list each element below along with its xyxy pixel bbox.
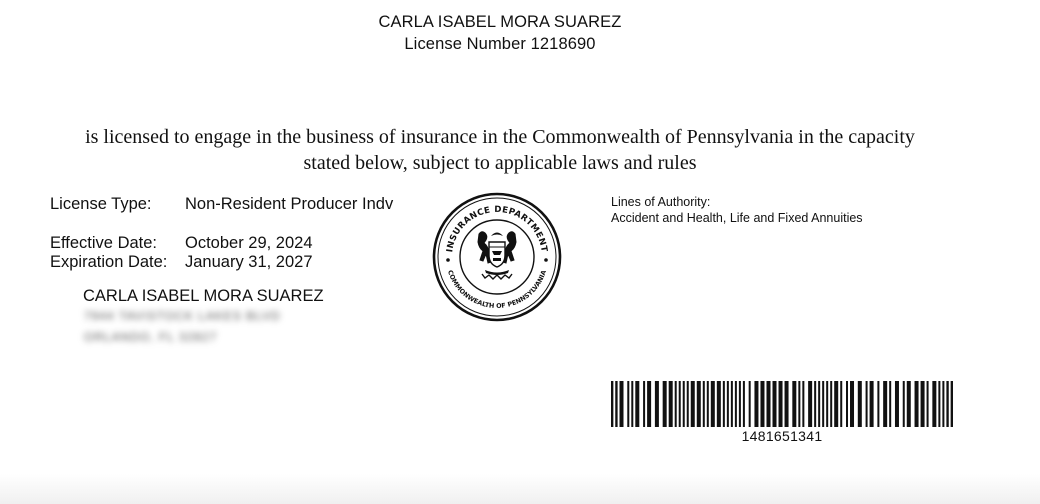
seal-top-text: INSURANCE DEPARTMENT: [445, 204, 549, 253]
barcode: [611, 381, 953, 427]
barcode-bar: [915, 381, 919, 427]
barcode-bar: [802, 381, 804, 427]
lines-of-authority-value: Accident and Health, Life and Fixed Annuities: [611, 211, 863, 225]
barcode-bar: [889, 381, 891, 427]
effective-date-label: Effective Date:: [50, 234, 158, 252]
barcode-bar: [615, 381, 617, 427]
license-header: [0, 11, 1000, 55]
barcode-bar: [611, 381, 613, 427]
barcode-bar: [932, 381, 936, 427]
barcode-number: 1481651341: [741, 428, 823, 444]
barcode-bar: [866, 381, 868, 427]
barcode-bar: [723, 381, 725, 427]
barcode-bar: [883, 381, 887, 427]
barcode-bar: [798, 381, 800, 427]
expiration-date-value: January 31, 2027: [185, 253, 313, 271]
barcode-bar: [846, 381, 848, 427]
barcode-bar: [717, 381, 721, 427]
license-type-value: Non-Resident Producer Indv: [185, 195, 394, 213]
barcode-bar: [679, 381, 681, 427]
address-line-2-redacted: ORLANDO, FL 32827: [84, 330, 218, 344]
address-line-1-redacted: 7944 TAVISTOCK LAKES BLVD: [84, 309, 281, 323]
insurance-department-seal: [430, 190, 564, 324]
barcode-bar: [822, 381, 824, 427]
barcode-bar: [631, 381, 633, 427]
barcode-bar: [779, 381, 783, 427]
barcode-bar: [691, 381, 695, 427]
barcode-bar: [895, 381, 899, 427]
barcode-bar: [818, 381, 820, 427]
license-number: License Number 1218690: [404, 35, 596, 53]
coat-of-arms-icon: [478, 232, 516, 279]
barcode-bar: [727, 381, 729, 427]
barcode-bar: [808, 381, 812, 427]
barcode-bar: [687, 381, 689, 427]
barcode-bar: [907, 381, 911, 427]
barcode-bar: [814, 381, 816, 427]
barcode-bar: [675, 381, 677, 427]
barcode-bar: [647, 381, 651, 427]
barcode-bar: [927, 381, 929, 427]
barcode-bar: [766, 381, 770, 427]
statement-line-1: is licensed to engage in the business of insurance in the Commonwealth of Pennsylvania in the capacity: [85, 126, 915, 148]
barcode-bar: [858, 381, 862, 427]
lines-of-authority-title: Lines of Authority:: [611, 195, 711, 209]
barcode-bar: [735, 381, 737, 427]
licensee-name-heading: CARLA ISABEL MORA SUAREZ: [378, 13, 622, 31]
license-statement: [0, 124, 1000, 176]
mailing-name: CARLA ISABEL MORA SUAREZ: [83, 287, 324, 305]
barcode-bar: [792, 381, 796, 427]
barcode-bar: [921, 381, 925, 427]
effective-date-value: October 29, 2024: [185, 234, 313, 252]
barcode-bar: [655, 381, 659, 427]
barcode-bar: [739, 381, 741, 427]
barcode-bar: [663, 381, 667, 427]
barcode-bar: [635, 381, 639, 427]
seal-bottom-text: COMMONWEALTH OF PENNSYLVANIA: [446, 269, 548, 311]
expiration-date-label: Expiration Date:: [50, 253, 168, 271]
barcode-bar: [669, 381, 673, 427]
barcode-bar: [850, 381, 854, 427]
barcode-bar: [683, 381, 685, 427]
barcode-bar: [754, 381, 758, 427]
barcode-bar: [840, 381, 842, 427]
barcode-bar: [627, 381, 629, 427]
barcode-bar: [697, 381, 701, 427]
barcode-bar: [773, 381, 777, 427]
barcode-bar: [749, 381, 751, 427]
license-type-label: License Type:: [50, 195, 152, 213]
statement-line-2: stated below, subject to applicable laws and rules: [303, 152, 697, 174]
barcode-bar: [946, 381, 948, 427]
barcode-bar: [785, 381, 789, 427]
barcode-bar: [731, 381, 733, 427]
barcode-bar: [951, 381, 953, 427]
barcode-bar: [870, 381, 874, 427]
barcode-bar: [830, 381, 832, 427]
barcode-bar: [877, 381, 879, 427]
barcode-bar: [903, 381, 905, 427]
page-bottom-edge: [0, 474, 1040, 504]
barcode-bar: [703, 381, 705, 427]
barcode-bar: [711, 381, 715, 427]
barcode-bar: [942, 381, 944, 427]
barcode-bar: [938, 381, 940, 427]
barcode-bar: [834, 381, 838, 427]
barcode-bar: [826, 381, 828, 427]
barcode-bar: [760, 381, 764, 427]
barcode-bar: [707, 381, 709, 427]
barcode-bar: [643, 381, 645, 427]
barcode-bar: [743, 381, 745, 427]
barcode-bar: [619, 381, 623, 427]
